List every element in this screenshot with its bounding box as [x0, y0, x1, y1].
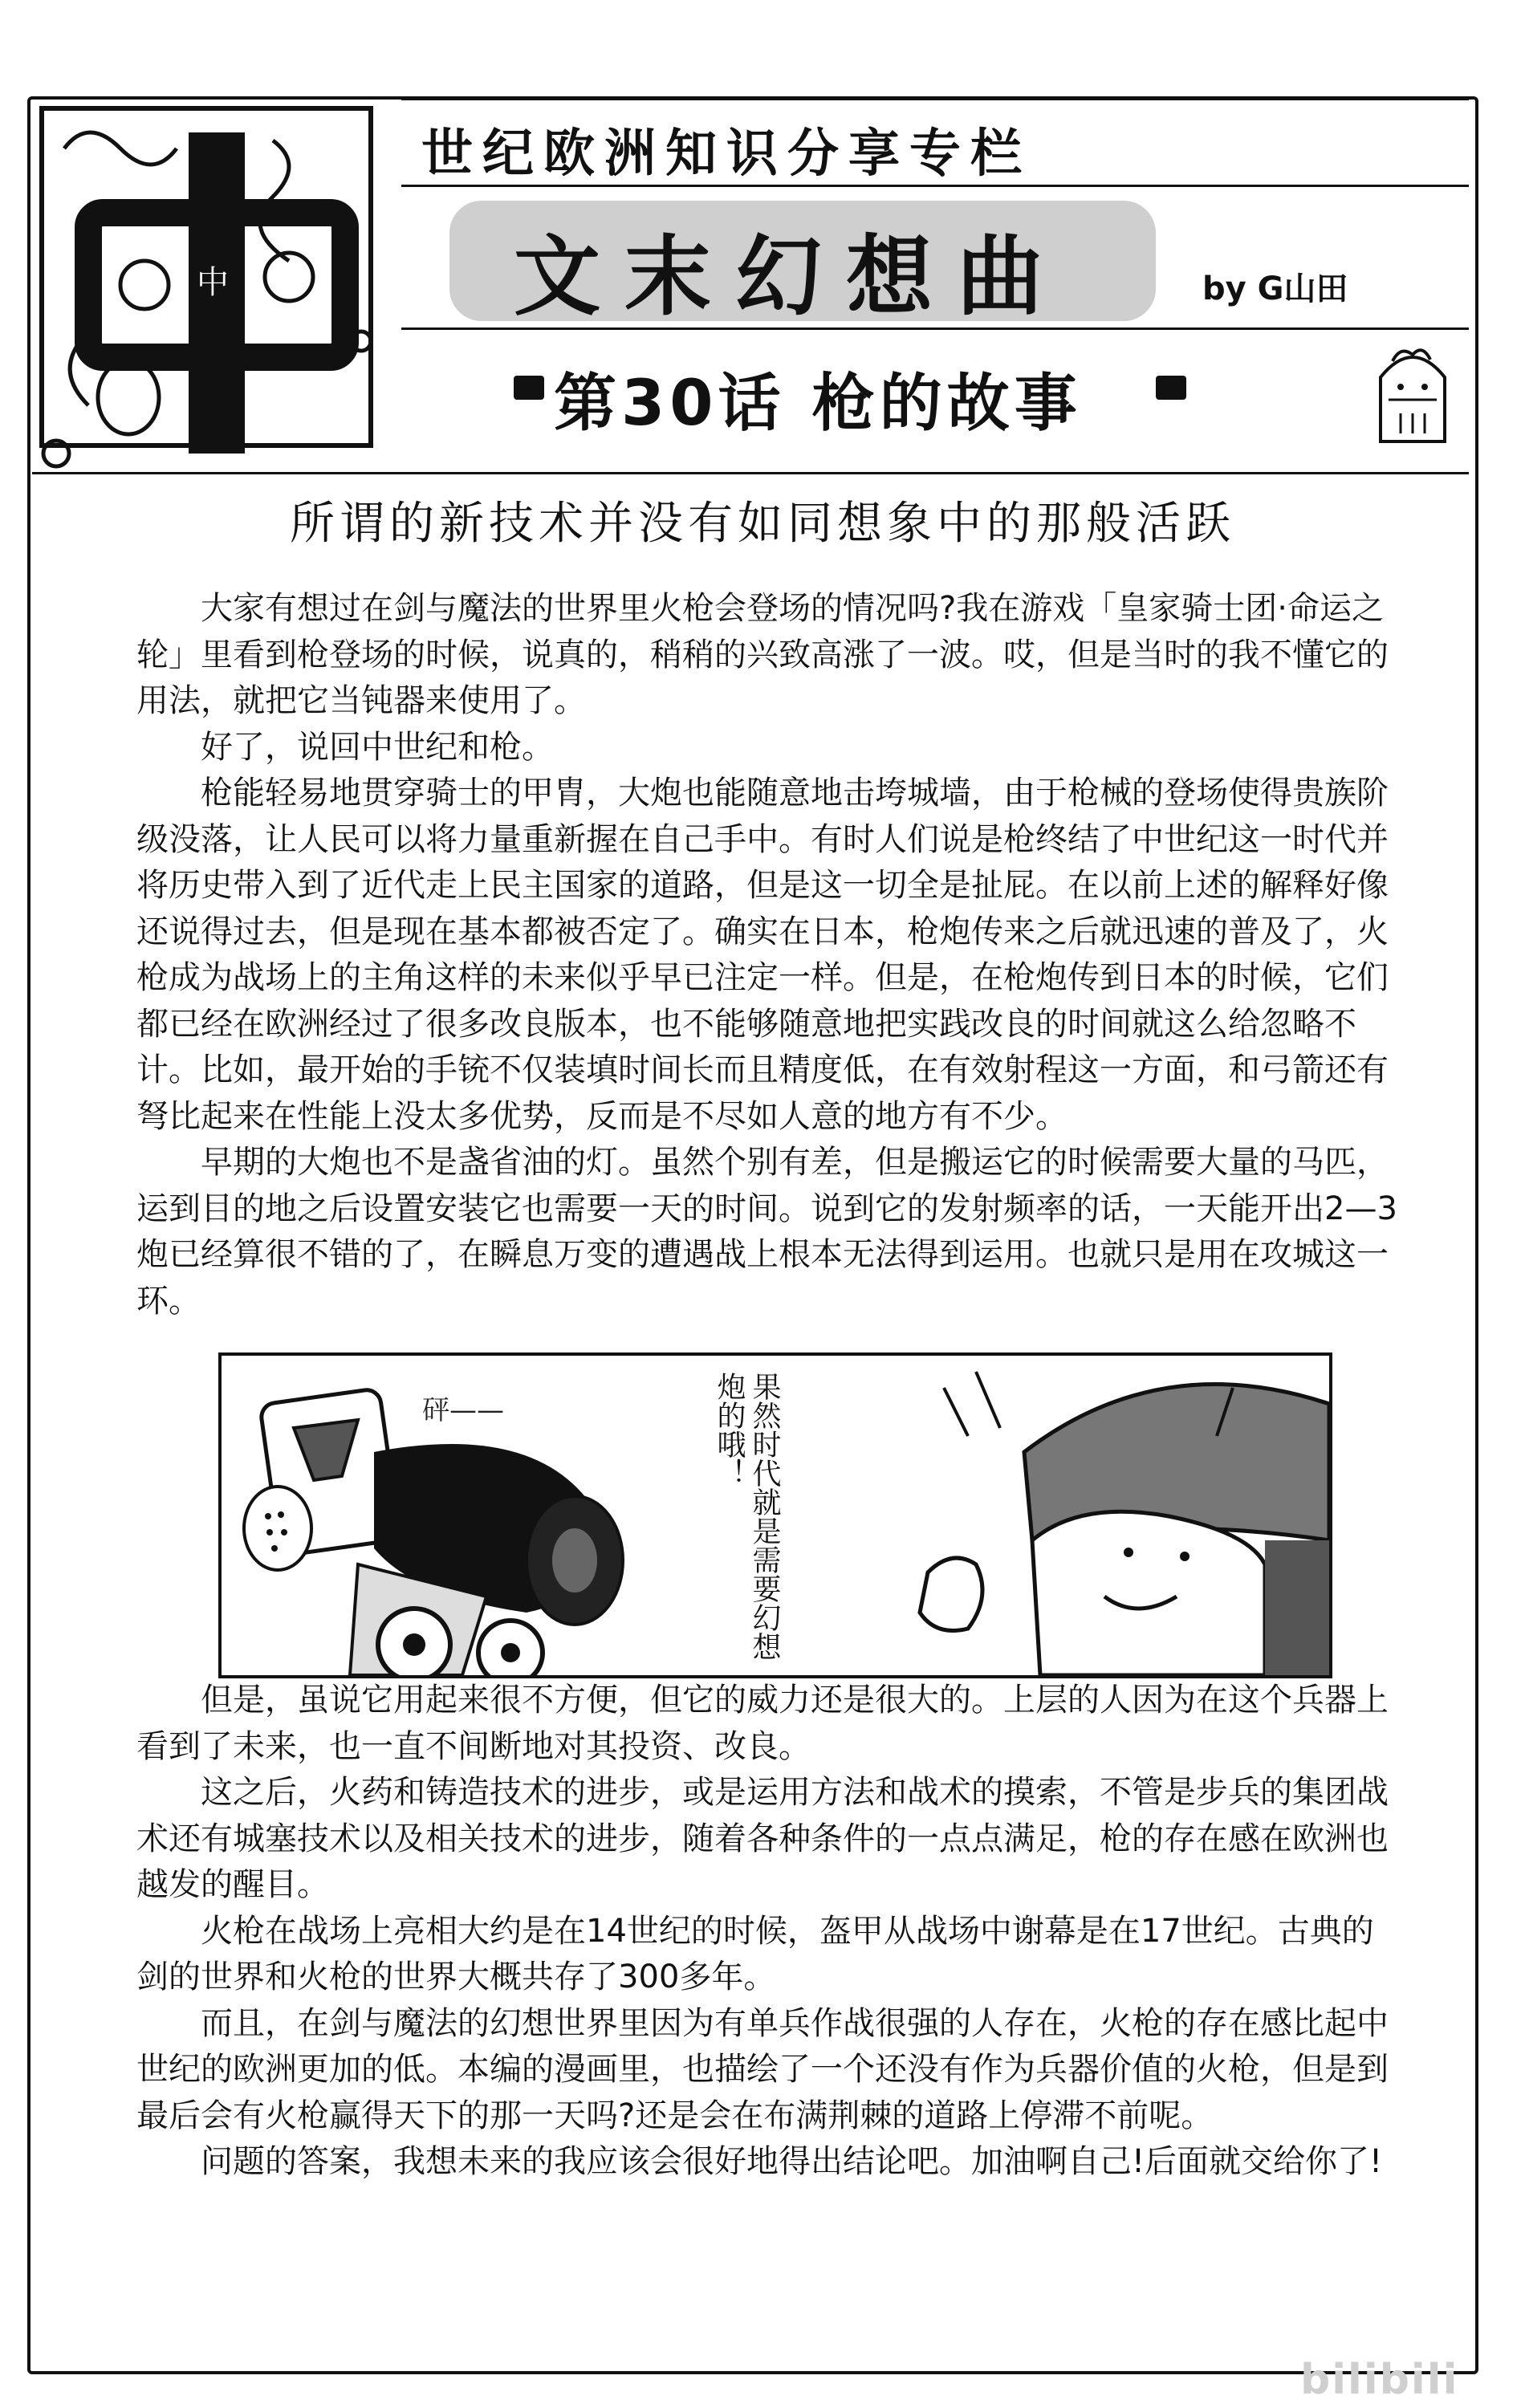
speech-bubble-left — [244, 1487, 311, 1570]
drop-cap-illustration — [32, 100, 385, 470]
author-credit: by G山田 — [1202, 270, 1348, 307]
paragraph: 枪能轻易地贯穿骑士的甲胄，大炮也能随意地击垮城墙，由于枪械的登场使得贵族阶级没落，让人民可以将力量重新握在自己手中。有时人们说是枪终结了中世纪这一时代并将历史带入到了近代走上民主国家的道路，但是这一切全是扯屁。在以前上述的解释好像还说得过去，但是现在基本都被否定了。确实在日本，枪炮传来之后就迅速的普及了，火枪成为战场上的主角这样的未来似乎早已注定一样。但是，在枪炮传到日本的时候，它们都已经在欧洲经过了很多改良版本，也不能够随意地把实践改良的时间就这么给忽略不计。比如，最开始的手铳不仅装填时间长而且精度低，在有效射程这一方面，和弓箭还有弩比起来在性能上没太多优势，反而是不尽如人意的地方有不少。 — [136, 775, 1389, 1135]
bilibili-watermark: bilibili — [1300, 2356, 1459, 2404]
header-rule-top — [401, 98, 1469, 100]
episode-marker-right — [1156, 376, 1186, 400]
paragraph: 好了，说回中世纪和枪。 — [201, 728, 554, 766]
sound-effect: 砰—— — [422, 1394, 504, 1426]
body-text-top — [136, 586, 1405, 1324]
paragraph: 早期的大炮也不是盏省油的灯。虽然个别有差，但是搬运它的时候需要大量的马匹，运到目的地之后设置安装它也需要一天的时间。说到它的发射频率的话，一天能开出2—3炮已经算很不错的了，在瞬息万变的遭遇战上根本无法得到运用。也就只是用在攻城这一环。 — [136, 1144, 1397, 1320]
paragraph: 大家有想过在剑与魔法的世界里火枪会登场的情况吗?我在游戏「皇家骑士团·命运之轮」里看到枪登场的时候，说真的，稍稍的兴致高涨了一波。哎，但是当时的我不懂它的用法，就把它当钝器来使用了。 — [136, 590, 1389, 719]
knight-figure — [920, 1372, 1329, 1675]
series-label: 世纪欧洲知识分享专栏 — [421, 124, 1031, 184]
paragraph: 问题的答案，我想未来的我应该会很好地得出结论吧。加油啊自己!后面就交给你了! — [201, 2143, 1383, 2180]
knight-speech: 果然时代就是需要幻想炮的哦！ — [713, 1372, 781, 1661]
body-text-bottom — [136, 1678, 1405, 2186]
column-title: 文末幻想曲 — [514, 227, 1068, 327]
episode-marker-left — [514, 376, 544, 400]
mascot-doodle — [1364, 337, 1461, 449]
episode-title: 第30话 枪的故事 — [554, 368, 1082, 440]
comic-panel — [218, 1352, 1332, 1678]
paragraph: 火枪在战场上亮相大约是在14世纪的时候，盔甲从战场中谢幕是在17世纪。古典的剑的世界和火枪的世界大概共存了300多年。 — [136, 1912, 1374, 1995]
header-rule-bottom — [32, 472, 1469, 474]
paragraph: 而且，在剑与魔法的幻想世界里因为有单兵作战很强的人存在，火枪的存在感比起中世纪的欧洲更加的低。本编的漫画里，也描绘了一个还没有作为兵器价值的火枪，但是到最后会有火枪赢得天下的那一天吗?还是会在布满荆棘的道路上停滞不前呢。 — [136, 2004, 1389, 2134]
cannon-figure — [260, 1388, 623, 1675]
drop-cap-letter: 中 — [197, 264, 229, 301]
paragraph: 这之后，火药和铸造技术的进步，或是运用方法和战术的摸索，不管是步兵的集团战术还有城塞技术以及相关技术的进步，随着各种条件的一点点满足，枪的存在感在欧洲也越发的醒目。 — [136, 1774, 1389, 1903]
paragraph: 但是，虽说它用起来很不方便，但它的威力还是很大的。上层的人因为在这个兵器上看到了未来，也一直不间断地对其投资、改良。 — [136, 1682, 1389, 1765]
article-headline: 所谓的新技术并没有如同想象中的那般活跃 — [290, 498, 1235, 550]
